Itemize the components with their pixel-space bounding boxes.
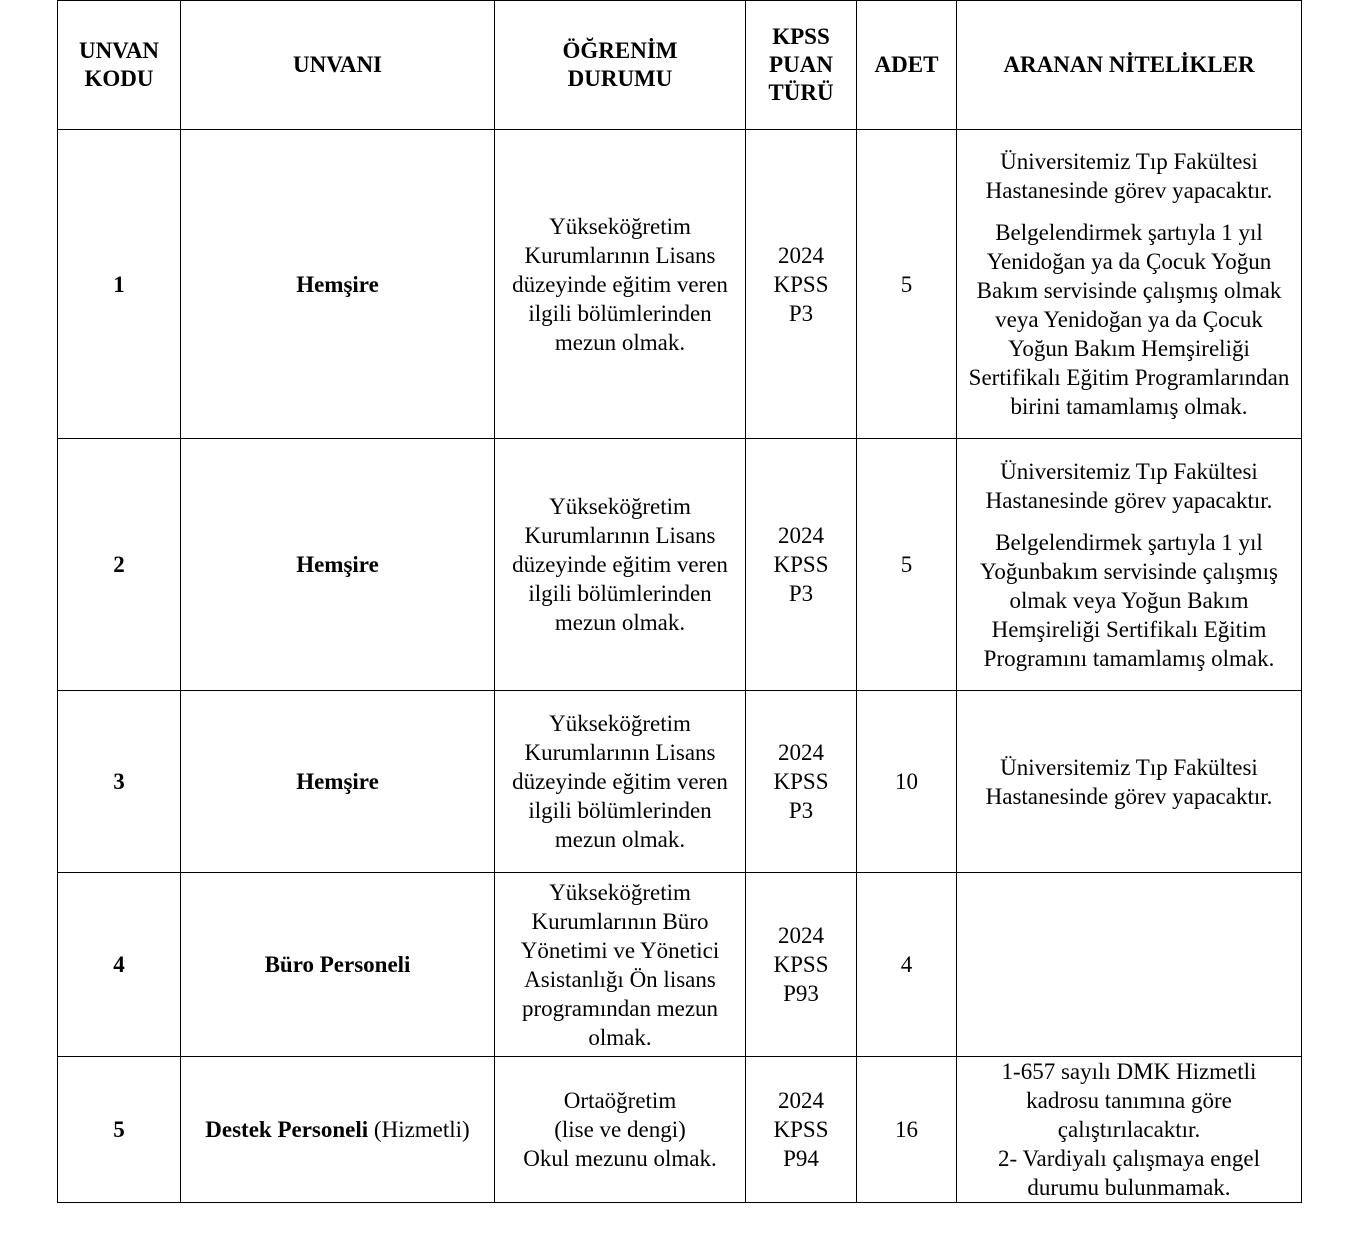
cell-count: 4 — [857, 873, 957, 1057]
table-row — [58, 691, 1302, 873]
table-row — [58, 439, 1302, 691]
cell-title: Hemşire — [181, 130, 495, 439]
requirement-text: Üniversitemiz Tıp Fakültesi Hastanesinde görev yapacaktır. — [985, 458, 1273, 513]
cell-education: Yükseköğretim Kurumlarının Lisans düzeyinde eğitim veren ilgili bölümlerinden mezun olmak. — [495, 130, 746, 439]
cell-code: 3 — [58, 691, 181, 873]
requirement-text: Üniversitemiz Tıp Fakültesi Hastanesinde görev yapacaktır. — [985, 149, 1273, 203]
header-count: ADET — [857, 1, 957, 130]
requirement-text: 1-657 sayılı DMK Hizmetli kadrosu tanımına göre çalıştırılacaktır. — [1001, 1059, 1257, 1142]
requirement-text: 2- Vardiyalı çalışmaya engel durumu bulunmamak. — [997, 1146, 1261, 1200]
cell-education: Yükseköğretim Kurumlarının Lisans düzeyinde eğitim veren ilgili bölümlerinden mezun olmak. — [495, 691, 746, 873]
requirement-text: Belgelendirmek şartıyla 1 yıl Yoğunbakım servisinde çalışmış olmak veya Yoğun Bakım Hemşireliği Sertifikalı Eğitim Programını tamamlamış olmak. — [980, 529, 1278, 671]
requirement-text: Üniversitemiz Tıp Fakültesi Hastanesinde görev yapacaktır. — [985, 754, 1273, 809]
cell-requirements — [957, 691, 1302, 873]
cell-code: 5 — [58, 1057, 181, 1203]
cell-requirements — [957, 439, 1302, 691]
cell-code: 2 — [58, 439, 181, 691]
cell-kpss: 2024 KPSS P3 — [746, 691, 857, 873]
title-main: Destek Personeli — [205, 1117, 369, 1142]
cell-education — [495, 1057, 746, 1203]
cell-requirements — [957, 873, 1302, 1057]
header-requirements: ARANAN NİTELİKLER — [957, 1, 1302, 130]
cell-title: Hemşire — [181, 691, 495, 873]
cell-title: Hemşire — [181, 439, 495, 691]
title-suffix: (Hizmetli) — [368, 1117, 470, 1142]
cell-kpss: 2024 KPSS P3 — [746, 130, 857, 439]
cell-kpss: 2024 KPSS P3 — [746, 439, 857, 691]
header-title: UNVANI — [181, 1, 495, 130]
requirement-text: Belgelendirmek şartıyla 1 yıl Yenidoğan ya da Çocuk Yoğun Bakım servisinde çalışmış olmak veya Yenidoğan ya da Çocuk Yoğun Bakım Hemşireliği Sertifikalı Eğitim Programlarından birini tamamlamış olmak. — [968, 220, 1290, 419]
cell-code: 4 — [58, 873, 181, 1057]
cell-title — [181, 1057, 495, 1203]
table-row — [58, 873, 1302, 1057]
table-row — [58, 130, 1302, 439]
cell-requirements — [957, 1057, 1302, 1203]
cell-count: 5 — [857, 439, 957, 691]
cell-count: 5 — [857, 130, 957, 439]
cell-education: Yükseköğretim Kurumlarının Lisans düzeyinde eğitim veren ilgili bölümlerinden mezun olmak. — [495, 439, 746, 691]
cell-kpss: 2024 KPSS P94 — [746, 1057, 857, 1203]
cell-code: 1 — [58, 130, 181, 439]
cell-requirements — [957, 130, 1302, 439]
education-line: (lise ve dengi) — [554, 1117, 686, 1142]
cell-title: Büro Personeli — [181, 873, 495, 1057]
education-line: Okul mezunu olmak. — [523, 1146, 717, 1171]
header-education: ÖĞRENİM DURUMU — [495, 1, 746, 130]
positions-table — [57, 0, 1302, 1203]
table-row — [58, 1057, 1302, 1203]
header-kpss: KPSS PUAN TÜRÜ — [746, 1, 857, 130]
header-code: UNVAN KODU — [58, 1, 181, 130]
cell-count: 10 — [857, 691, 957, 873]
header-row — [58, 1, 1302, 130]
cell-count: 16 — [857, 1057, 957, 1203]
education-line: Ortaöğretim — [563, 1088, 677, 1113]
cell-education: Yükseköğretim Kurumlarının Büro Yönetimi ve Yönetici Asistanlığı Ön lisans programından mezun olmak. — [495, 873, 746, 1057]
cell-kpss: 2024 KPSS P93 — [746, 873, 857, 1057]
